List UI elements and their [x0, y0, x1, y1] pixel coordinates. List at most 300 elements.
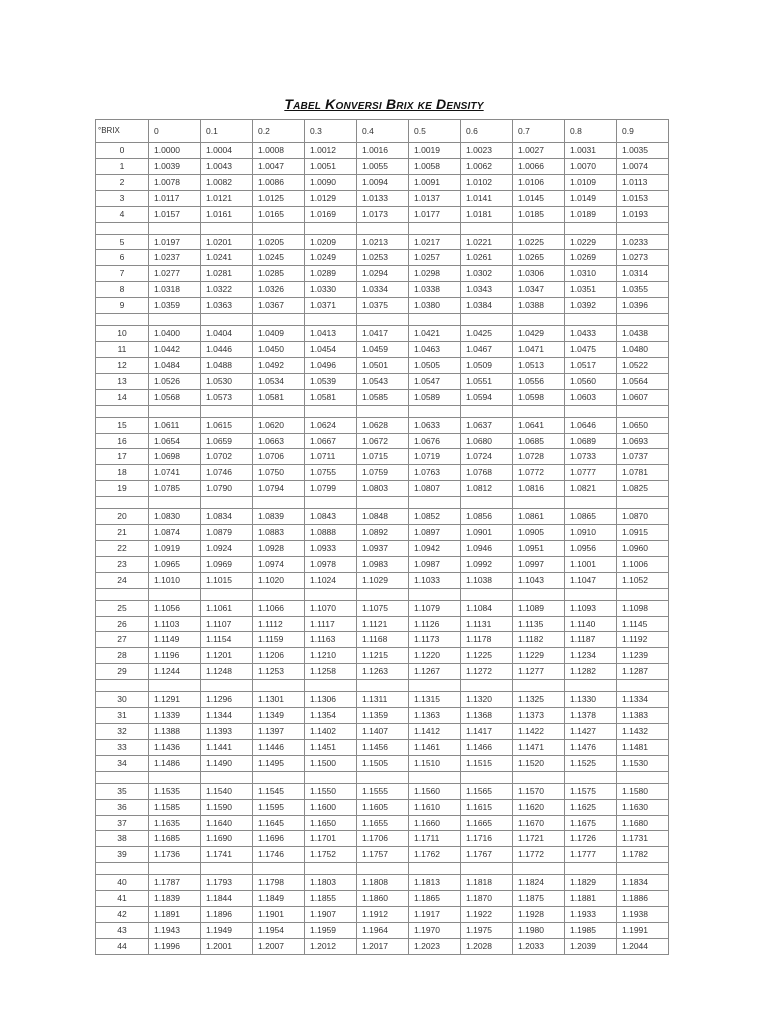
- density-value-cell: 1.0790: [201, 481, 253, 497]
- empty-cell: [305, 863, 357, 875]
- density-value-cell: 1.0737: [617, 449, 669, 465]
- density-value-cell: 1.0581: [253, 389, 305, 405]
- density-value-cell: 1.1263: [357, 664, 409, 680]
- density-value-cell: 1.1029: [357, 572, 409, 588]
- density-value-cell: 1.0165: [253, 206, 305, 222]
- density-value-cell: 1.1325: [513, 692, 565, 708]
- density-value-cell: 1.0302: [461, 266, 513, 282]
- density-value-cell: 1.1126: [409, 616, 461, 632]
- density-value-cell: 1.0997: [513, 556, 565, 572]
- density-value-cell: 1.0919: [149, 540, 201, 556]
- density-value-cell: 1.0509: [461, 357, 513, 373]
- density-value-cell: 1.0388: [513, 298, 565, 314]
- brix-value-cell: 19: [96, 481, 149, 497]
- density-value-cell: 1.1721: [513, 831, 565, 847]
- density-value-cell: 1.1089: [513, 600, 565, 616]
- density-value-cell: 1.0879: [201, 525, 253, 541]
- density-value-cell: 1.1943: [149, 922, 201, 938]
- empty-cell: [357, 222, 409, 234]
- density-value-cell: 1.1891: [149, 907, 201, 923]
- density-value-cell: 1.1500: [305, 755, 357, 771]
- density-value-cell: 1.0106: [513, 174, 565, 190]
- density-value-cell: 1.1917: [409, 907, 461, 923]
- density-value-cell: 1.1535: [149, 783, 201, 799]
- density-value-cell: 1.0463: [409, 341, 461, 357]
- density-value-cell: 1.0012: [305, 143, 357, 159]
- table-row: [96, 389, 669, 405]
- density-value-cell: 1.1711: [409, 831, 461, 847]
- density-value-cell: 1.0149: [565, 190, 617, 206]
- table-row: [96, 465, 669, 481]
- density-value-cell: 1.0265: [513, 250, 565, 266]
- brix-value-cell: 27: [96, 632, 149, 648]
- brix-value-cell: 20: [96, 509, 149, 525]
- density-value-cell: 1.0209: [305, 234, 357, 250]
- density-value-cell: 1.0883: [253, 525, 305, 541]
- brix-value-cell: 30: [96, 692, 149, 708]
- density-value-cell: 1.1306: [305, 692, 357, 708]
- density-value-cell: 1.1349: [253, 708, 305, 724]
- density-value-cell: 1.1267: [409, 664, 461, 680]
- density-value-cell: 1.0768: [461, 465, 513, 481]
- density-value-cell: 1.0233: [617, 234, 669, 250]
- density-value-cell: 1.1635: [149, 815, 201, 831]
- density-value-cell: 1.0785: [149, 481, 201, 497]
- density-value-cell: 1.1844: [201, 891, 253, 907]
- density-value-cell: 1.2028: [461, 938, 513, 954]
- density-value-cell: 1.0237: [149, 250, 201, 266]
- density-value-cell: 1.0534: [253, 373, 305, 389]
- density-value-cell: 1.0035: [617, 143, 669, 159]
- density-value-cell: 1.0438: [617, 326, 669, 342]
- empty-cell: [357, 863, 409, 875]
- density-value-cell: 1.0628: [357, 417, 409, 433]
- density-value-cell: 1.1187: [565, 632, 617, 648]
- empty-cell: [461, 405, 513, 417]
- density-value-cell: 1.0924: [201, 540, 253, 556]
- empty-cell: [461, 588, 513, 600]
- density-value-cell: 1.1777: [565, 847, 617, 863]
- density-value-cell: 1.1359: [357, 708, 409, 724]
- density-value-cell: 1.0289: [305, 266, 357, 282]
- density-value-cell: 1.0027: [513, 143, 565, 159]
- density-value-cell: 1.1530: [617, 755, 669, 771]
- density-value-cell: 1.0698: [149, 449, 201, 465]
- density-value-cell: 1.1446: [253, 739, 305, 755]
- brix-value-cell: 21: [96, 525, 149, 541]
- density-value-cell: 1.0310: [565, 266, 617, 282]
- empty-cell: [617, 497, 669, 509]
- empty-cell: [253, 314, 305, 326]
- density-value-cell: 1.0004: [201, 143, 253, 159]
- density-value-cell: 1.1006: [617, 556, 669, 572]
- density-value-cell: 1.1560: [409, 783, 461, 799]
- density-value-cell: 1.1330: [565, 692, 617, 708]
- brix-value-cell: 12: [96, 357, 149, 373]
- empty-cell: [149, 222, 201, 234]
- density-value-cell: 1.0241: [201, 250, 253, 266]
- density-value-cell: 1.0799: [305, 481, 357, 497]
- density-value-cell: 1.0905: [513, 525, 565, 541]
- empty-cell: [409, 222, 461, 234]
- density-value-cell: 1.1762: [409, 847, 461, 863]
- brix-value-cell: 15: [96, 417, 149, 433]
- empty-cell: [513, 497, 565, 509]
- density-value-cell: 1.1938: [617, 907, 669, 923]
- empty-cell: [565, 771, 617, 783]
- density-value-cell: 1.2012: [305, 938, 357, 954]
- density-value-cell: 1.0733: [565, 449, 617, 465]
- density-value-cell: 1.0522: [617, 357, 669, 373]
- density-value-cell: 1.1510: [409, 755, 461, 771]
- brix-value-cell: 13: [96, 373, 149, 389]
- density-value-cell: 1.0459: [357, 341, 409, 357]
- density-value-cell: 1.1716: [461, 831, 513, 847]
- empty-cell: [513, 222, 565, 234]
- density-value-cell: 1.0285: [253, 266, 305, 282]
- table-row: [96, 357, 669, 373]
- density-value-cell: 1.0750: [253, 465, 305, 481]
- brix-value-cell: 38: [96, 831, 149, 847]
- empty-cell: [617, 863, 669, 875]
- density-value-cell: 1.2044: [617, 938, 669, 954]
- density-value-cell: 1.0281: [201, 266, 253, 282]
- empty-cell: [461, 771, 513, 783]
- density-value-cell: 1.0624: [305, 417, 357, 433]
- density-value-cell: 1.1215: [357, 648, 409, 664]
- density-value-cell: 1.1451: [305, 739, 357, 755]
- density-value-cell: 1.0249: [305, 250, 357, 266]
- density-value-cell: 1.0620: [253, 417, 305, 433]
- density-value-cell: 1.1949: [201, 922, 253, 938]
- density-value-cell: 1.1855: [305, 891, 357, 907]
- empty-cell: [409, 863, 461, 875]
- density-value-cell: 1.0181: [461, 206, 513, 222]
- brix-value-cell: 25: [96, 600, 149, 616]
- density-value-cell: 1.0969: [201, 556, 253, 572]
- density-value-cell: 1.1933: [565, 907, 617, 923]
- empty-cell: [253, 497, 305, 509]
- density-value-cell: 1.0039: [149, 158, 201, 174]
- density-value-cell: 1.0568: [149, 389, 201, 405]
- density-value-cell: 1.1070: [305, 600, 357, 616]
- brix-value-cell: 2: [96, 174, 149, 190]
- density-value-cell: 1.1103: [149, 616, 201, 632]
- density-value-cell: 1.0413: [305, 326, 357, 342]
- density-value-cell: 1.1912: [357, 907, 409, 923]
- brix-value-cell: 18: [96, 465, 149, 481]
- table-row: [96, 341, 669, 357]
- density-value-cell: 1.1575: [565, 783, 617, 799]
- density-value-cell: 1.1320: [461, 692, 513, 708]
- density-value-cell: 1.0663: [253, 433, 305, 449]
- density-value-cell: 1.1824: [513, 875, 565, 891]
- density-value-cell: 1.0380: [409, 298, 461, 314]
- density-value-cell: 1.0261: [461, 250, 513, 266]
- density-value-cell: 1.1282: [565, 664, 617, 680]
- group-separator-row: [96, 222, 669, 234]
- header-decimal: 0.8: [565, 120, 617, 143]
- density-value-cell: 1.0759: [357, 465, 409, 481]
- empty-cell: [565, 863, 617, 875]
- density-value-cell: 1.0539: [305, 373, 357, 389]
- table-row: [96, 250, 669, 266]
- density-value-cell: 1.1650: [305, 815, 357, 831]
- density-value-cell: 1.1417: [461, 724, 513, 740]
- empty-cell: [565, 680, 617, 692]
- density-value-cell: 1.1767: [461, 847, 513, 863]
- density-value-cell: 1.0978: [305, 556, 357, 572]
- table-row: [96, 298, 669, 314]
- density-value-cell: 1.0129: [305, 190, 357, 206]
- density-value-cell: 1.1928: [513, 907, 565, 923]
- density-value-cell: 1.1803: [305, 875, 357, 891]
- empty-cell: [565, 222, 617, 234]
- density-value-cell: 1.0055: [357, 158, 409, 174]
- header-brix: °BRIX: [96, 120, 149, 143]
- table-row: [96, 433, 669, 449]
- density-value-cell: 1.1595: [253, 799, 305, 815]
- density-value-cell: 1.1813: [409, 875, 461, 891]
- density-value-cell: 1.0781: [617, 465, 669, 481]
- density-value-cell: 1.1159: [253, 632, 305, 648]
- density-value-cell: 1.1383: [617, 708, 669, 724]
- density-value-cell: 1.1515: [461, 755, 513, 771]
- density-value-cell: 1.1680: [617, 815, 669, 831]
- density-value-cell: 1.1954: [253, 922, 305, 938]
- density-value-cell: 1.0257: [409, 250, 461, 266]
- table-row: [96, 799, 669, 815]
- density-value-cell: 1.0051: [305, 158, 357, 174]
- empty-cell: [305, 680, 357, 692]
- empty-cell: [461, 497, 513, 509]
- density-value-cell: 1.0371: [305, 298, 357, 314]
- density-value-cell: 1.0603: [565, 389, 617, 405]
- density-value-cell: 1.0974: [253, 556, 305, 572]
- density-value-cell: 1.1234: [565, 648, 617, 664]
- density-value-cell: 1.0560: [565, 373, 617, 389]
- density-value-cell: 1.0070: [565, 158, 617, 174]
- empty-cell: [357, 405, 409, 417]
- brix-value-cell: 40: [96, 875, 149, 891]
- brix-value-cell: 35: [96, 783, 149, 799]
- density-value-cell: 1.1486: [149, 755, 201, 771]
- density-value-cell: 1.0702: [201, 449, 253, 465]
- density-value-cell: 1.1922: [461, 907, 513, 923]
- density-value-cell: 1.1793: [201, 875, 253, 891]
- table-row: [96, 143, 669, 159]
- density-value-cell: 1.0892: [357, 525, 409, 541]
- density-value-cell: 1.0090: [305, 174, 357, 190]
- empty-cell: [96, 680, 149, 692]
- density-value-cell: 1.1970: [409, 922, 461, 938]
- density-value-cell: 1.0450: [253, 341, 305, 357]
- density-value-cell: 1.0409: [253, 326, 305, 342]
- density-value-cell: 1.0551: [461, 373, 513, 389]
- density-value-cell: 1.0157: [149, 206, 201, 222]
- density-value-cell: 1.0471: [513, 341, 565, 357]
- density-value-cell: 1.1084: [461, 600, 513, 616]
- density-value-cell: 1.1163: [305, 632, 357, 648]
- brix-value-cell: 8: [96, 282, 149, 298]
- table-body: [96, 120, 669, 955]
- group-separator-row: [96, 405, 669, 417]
- density-value-cell: 1.1456: [357, 739, 409, 755]
- density-value-cell: 1.0421: [409, 326, 461, 342]
- empty-cell: [305, 497, 357, 509]
- brix-value-cell: 24: [96, 572, 149, 588]
- empty-cell: [357, 314, 409, 326]
- density-value-cell: 1.1550: [305, 783, 357, 799]
- density-value-cell: 1.1168: [357, 632, 409, 648]
- empty-cell: [201, 771, 253, 783]
- density-value-cell: 1.1964: [357, 922, 409, 938]
- density-value-cell: 1.0581: [305, 389, 357, 405]
- empty-cell: [357, 588, 409, 600]
- density-value-cell: 1.0074: [617, 158, 669, 174]
- group-separator-row: [96, 863, 669, 875]
- brix-value-cell: 22: [96, 540, 149, 556]
- density-value-cell: 1.0852: [409, 509, 461, 525]
- density-value-cell: 1.0066: [513, 158, 565, 174]
- empty-cell: [96, 588, 149, 600]
- empty-cell: [513, 680, 565, 692]
- density-value-cell: 1.0870: [617, 509, 669, 525]
- density-value-cell: 1.0217: [409, 234, 461, 250]
- empty-cell: [513, 405, 565, 417]
- table-row: [96, 509, 669, 525]
- density-value-cell: 1.1112: [253, 616, 305, 632]
- density-value-cell: 1.1210: [305, 648, 357, 664]
- density-value-cell: 1.0956: [565, 540, 617, 556]
- table-row: [96, 616, 669, 632]
- density-value-cell: 1.0772: [513, 465, 565, 481]
- density-value-cell: 1.1701: [305, 831, 357, 847]
- density-value-cell: 1.1476: [565, 739, 617, 755]
- density-value-cell: 1.1991: [617, 922, 669, 938]
- density-value-cell: 1.0047: [253, 158, 305, 174]
- empty-cell: [96, 863, 149, 875]
- density-value-cell: 1.1287: [617, 664, 669, 680]
- density-value-cell: 1.1301: [253, 692, 305, 708]
- density-value-cell: 1.0023: [461, 143, 513, 159]
- density-value-cell: 1.1875: [513, 891, 565, 907]
- header-decimal: 0.5: [409, 120, 461, 143]
- density-value-cell: 1.1540: [201, 783, 253, 799]
- density-value-cell: 1.1665: [461, 815, 513, 831]
- density-value-cell: 1.1402: [305, 724, 357, 740]
- empty-cell: [513, 314, 565, 326]
- group-separator-row: [96, 314, 669, 326]
- density-value-cell: 1.0094: [357, 174, 409, 190]
- density-value-cell: 1.0091: [409, 174, 461, 190]
- density-value-cell: 1.1525: [565, 755, 617, 771]
- density-value-cell: 1.1272: [461, 664, 513, 680]
- table-row: [96, 755, 669, 771]
- density-value-cell: 1.1075: [357, 600, 409, 616]
- brix-value-cell: 23: [96, 556, 149, 572]
- density-value-cell: 1.1015: [201, 572, 253, 588]
- density-value-cell: 1.1363: [409, 708, 461, 724]
- table-row: [96, 481, 669, 497]
- density-value-cell: 1.1466: [461, 739, 513, 755]
- density-value-cell: 1.0359: [149, 298, 201, 314]
- density-value-cell: 1.0573: [201, 389, 253, 405]
- density-value-cell: 1.1690: [201, 831, 253, 847]
- empty-cell: [565, 588, 617, 600]
- density-value-cell: 1.0161: [201, 206, 253, 222]
- density-value-cell: 1.0513: [513, 357, 565, 373]
- empty-cell: [149, 497, 201, 509]
- density-value-cell: 1.0650: [617, 417, 669, 433]
- empty-cell: [409, 314, 461, 326]
- density-value-cell: 1.1660: [409, 815, 461, 831]
- density-value-cell: 1.1131: [461, 616, 513, 632]
- table-row: [96, 266, 669, 282]
- density-value-cell: 1.1441: [201, 739, 253, 755]
- density-value-cell: 1.0741: [149, 465, 201, 481]
- density-value-cell: 1.0294: [357, 266, 409, 282]
- empty-cell: [201, 222, 253, 234]
- density-value-cell: 1.0185: [513, 206, 565, 222]
- density-value-cell: 1.0322: [201, 282, 253, 298]
- density-value-cell: 1.1311: [357, 692, 409, 708]
- density-value-cell: 1.0960: [617, 540, 669, 556]
- density-value-cell: 1.0928: [253, 540, 305, 556]
- empty-cell: [149, 863, 201, 875]
- table-row: [96, 234, 669, 250]
- density-value-cell: 1.1277: [513, 664, 565, 680]
- density-value-cell: 1.1373: [513, 708, 565, 724]
- density-value-cell: 1.0659: [201, 433, 253, 449]
- empty-cell: [305, 588, 357, 600]
- density-value-cell: 1.0803: [357, 481, 409, 497]
- brix-value-cell: 0: [96, 143, 149, 159]
- density-value-cell: 1.0488: [201, 357, 253, 373]
- brix-value-cell: 36: [96, 799, 149, 815]
- empty-cell: [617, 771, 669, 783]
- header-decimal: 0.9: [617, 120, 669, 143]
- density-value-cell: 1.1043: [513, 572, 565, 588]
- density-value-cell: 1.0530: [201, 373, 253, 389]
- table-row: [96, 648, 669, 664]
- table-row: [96, 847, 669, 863]
- density-value-cell: 1.0856: [461, 509, 513, 525]
- density-value-cell: 1.1565: [461, 783, 513, 799]
- density-value-cell: 1.0145: [513, 190, 565, 206]
- density-value-cell: 1.0594: [461, 389, 513, 405]
- group-separator-row: [96, 680, 669, 692]
- density-value-cell: 1.1135: [513, 616, 565, 632]
- density-value-cell: 1.1239: [617, 648, 669, 664]
- density-value-cell: 1.1145: [617, 616, 669, 632]
- density-value-cell: 1.0475: [565, 341, 617, 357]
- density-value-cell: 1.0585: [357, 389, 409, 405]
- density-value-cell: 1.0429: [513, 326, 565, 342]
- table-row: [96, 632, 669, 648]
- table-row: [96, 708, 669, 724]
- empty-cell: [149, 405, 201, 417]
- table-row: [96, 875, 669, 891]
- density-value-cell: 1.1248: [201, 664, 253, 680]
- empty-cell: [96, 222, 149, 234]
- density-value-cell: 1.1481: [617, 739, 669, 755]
- density-value-cell: 1.0109: [565, 174, 617, 190]
- density-value-cell: 1.0992: [461, 556, 513, 572]
- density-value-cell: 1.1907: [305, 907, 357, 923]
- group-separator-row: [96, 497, 669, 509]
- density-value-cell: 1.0367: [253, 298, 305, 314]
